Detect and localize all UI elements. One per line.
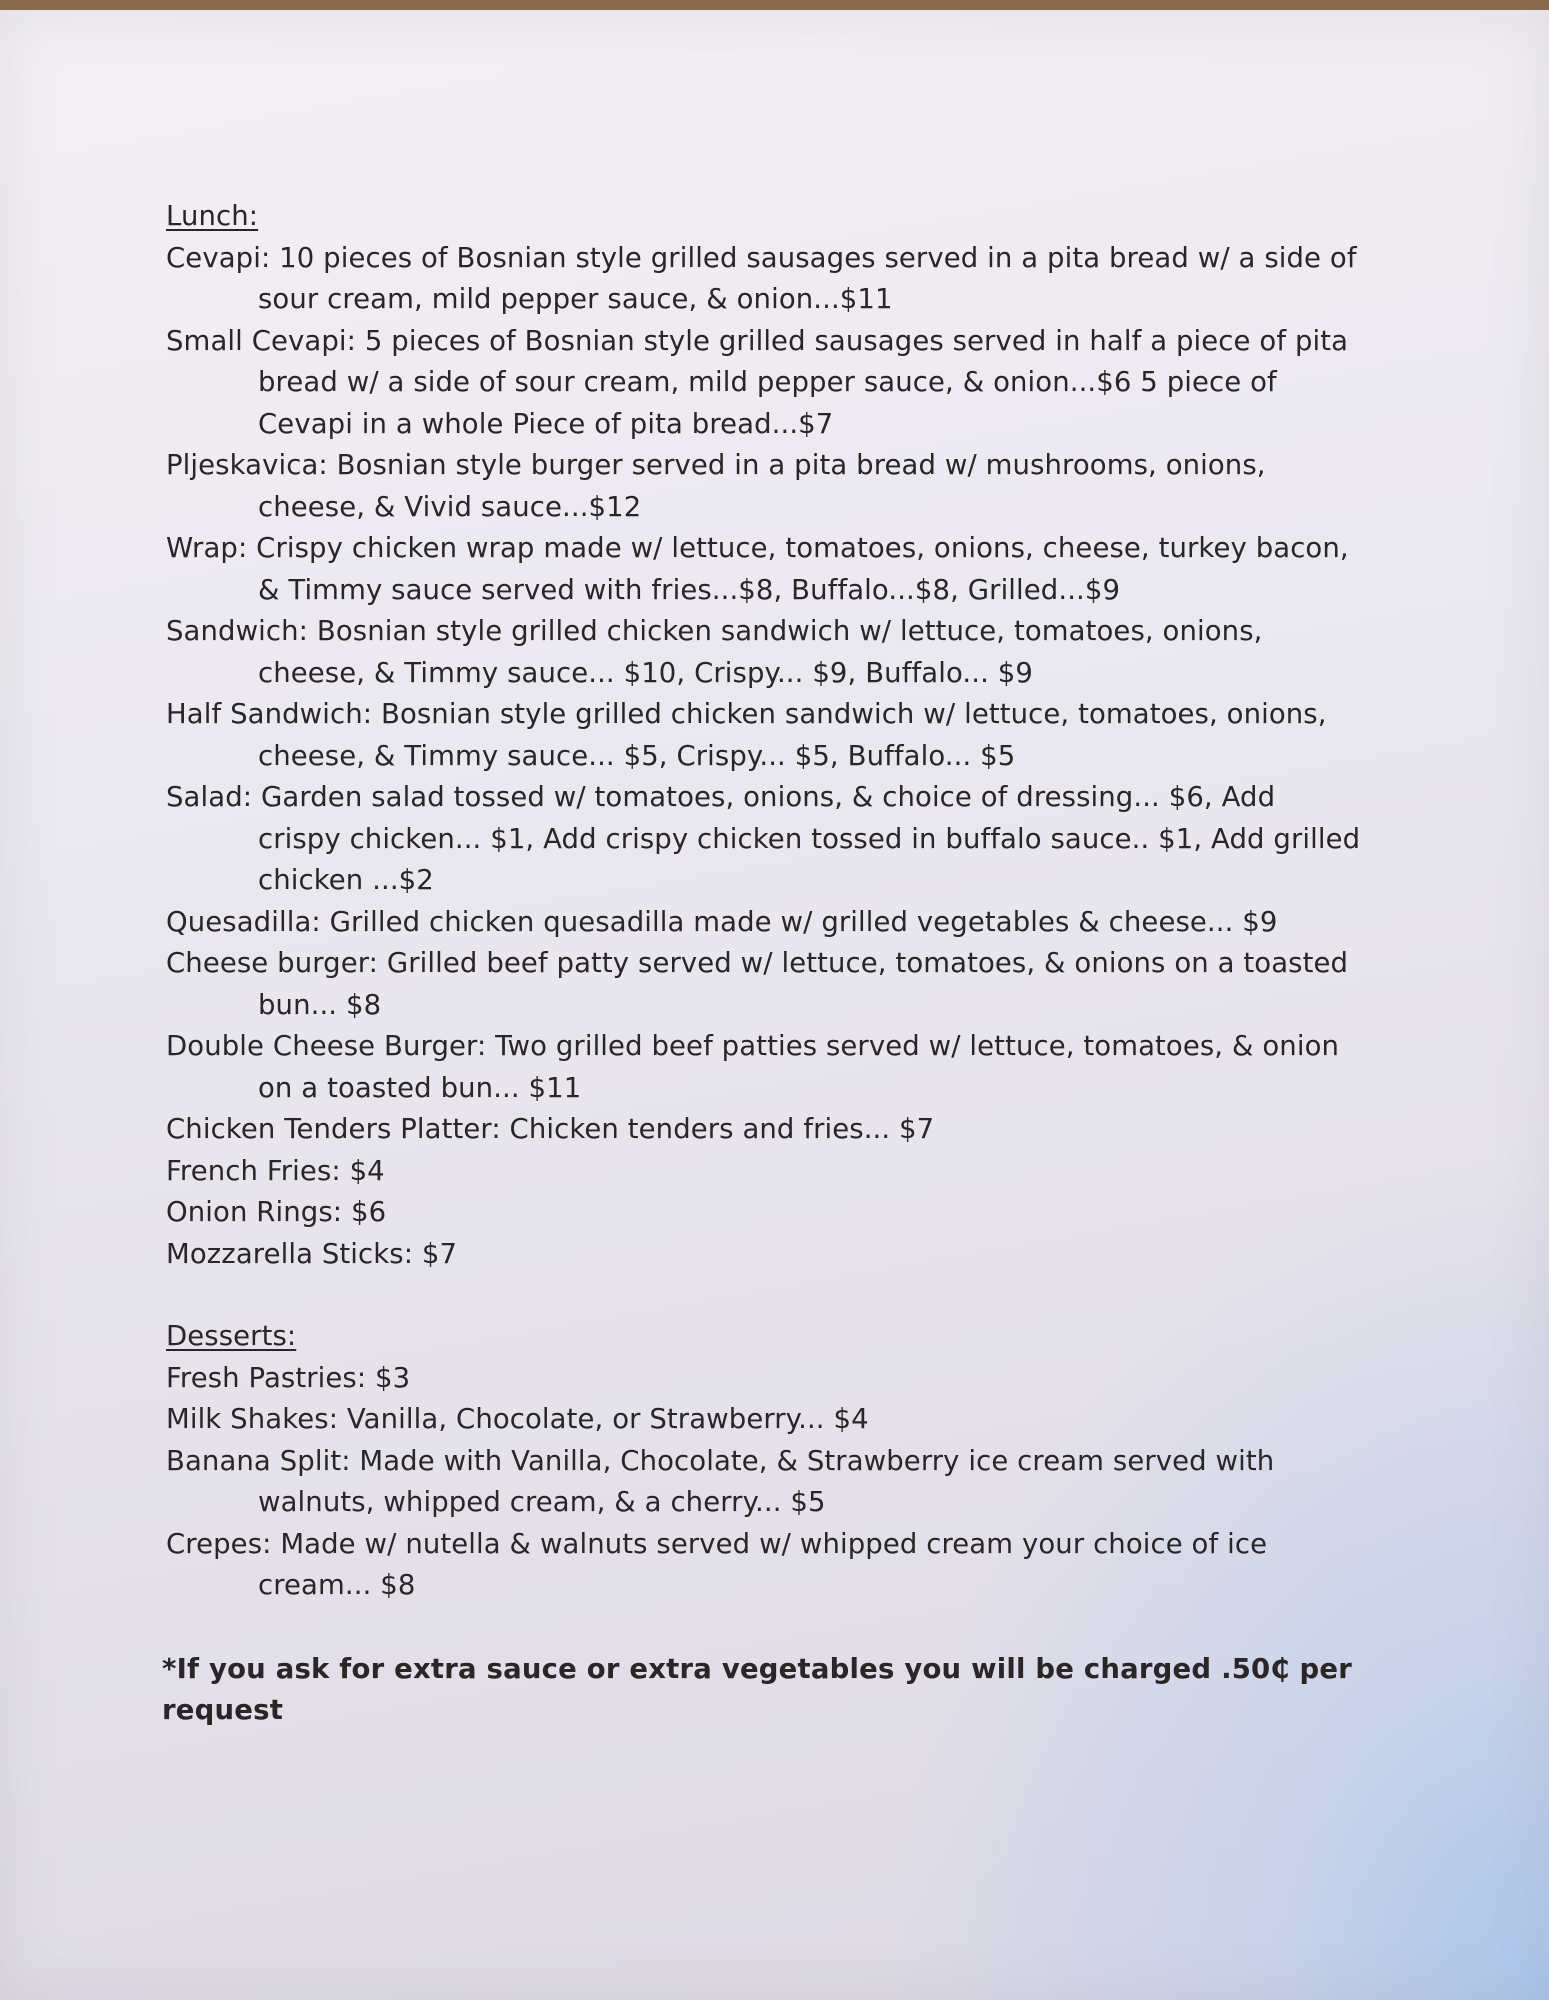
menu-item-cheese-burger: Cheese burger: Grilled beef patty served w/ lettuce, tomatoes, & onions on a toasted bun... $8 [166,947,1349,1021]
menu-item-french-fries: French Fries: $4 [166,1154,385,1187]
menu-item-quesadilla: Quesadilla: Grilled chicken quesadilla made w/ grilled vegetables & cheese... $9 [166,905,1278,938]
menu-item-fresh-pastries: Fresh Pastries: $3 [166,1361,411,1394]
menu-paper [0,10,1549,2000]
menu-item-cevapi: Cevapi: 10 pieces of Bosnian style grilled sausages served in a pita bread w/ a side of sour cream, mild pepper sauce, & onion...$11 [166,241,1357,315]
menu-item-crepes: Crepes: Made w/ nutella & walnuts served w/ whipped cream your choice of ice cream... $8 [166,1527,1268,1601]
menu-item-mozzarella-sticks: Mozzarella Sticks: $7 [166,1237,458,1270]
menu-content [162,196,1366,1732]
extra-charge-note: *If you ask for extra sauce or extra vegetables you will be charged .50₵ per request [162,1652,1352,1726]
menu-item-sandwich: Sandwich: Bosnian style grilled chicken sandwich w/ lettuce, tomatoes, onions, cheese, & Timmy sauce... $10, Crispy... $9, Buffalo... $9 [166,615,1263,689]
menu-item-double-cheese-burger: Double Cheese Burger: Two grilled beef patties served w/ lettuce, tomatoes, & onion on a toasted bun... $11 [166,1030,1340,1104]
menu-item-salad: Salad: Garden salad tossed w/ tomatoes, onions, & choice of dressing... $6, Add crispy chicken... $1, Add crispy chicken tossed in buffalo sauce.. $1, Add grilled chicken ...$2 [166,781,1361,896]
section-spacer [166,1275,1366,1316]
menu-item-small-cevapi: Small Cevapi: 5 pieces of Bosnian style grilled sausages served in half a piece of pita bread w/ a side of sour cream, mild pepper sauce, & onion...$6 5 piece of Cevapi in a whole Piece of pita bread...$7 [166,324,1349,440]
menu-item-onion-rings: Onion Rings: $6 [166,1196,387,1228]
menu-item-banana-split: Banana Split: Made with Vanilla, Chocolate, & Strawberry ice cream served with walnuts, whipped cream, & a cherry... $5 [166,1444,1275,1518]
desserts-heading: Desserts: [166,1320,297,1352]
menu-item-milk-shakes: Milk Shakes: Vanilla, Chocolate, or Strawberry... $4 [166,1403,869,1435]
menu-item-chicken-tenders: Chicken Tenders Platter: Chicken tenders and fries... $7 [166,1113,935,1145]
menu-item-pljeskavica: Pljeskavica: Bosnian style burger served in a pita bread w/ mushrooms, onions, cheese, & Vivid sauce...$12 [166,449,1266,523]
menu-item-half-sandwich: Half Sandwich: Bosnian style grilled chicken sandwich w/ lettuce, tomatoes, onions, cheese, & Timmy sauce... $5, Crispy... $5, Buffalo... $5 [166,698,1327,772]
menu-item-wrap: Wrap: Crispy chicken wrap made w/ lettuce, tomatoes, onions, cheese, turkey bacon, & Timmy sauce served with fries...$8, Buffalo...$8, Grilled...$9 [166,532,1349,606]
lunch-heading: Lunch: [166,200,259,232]
